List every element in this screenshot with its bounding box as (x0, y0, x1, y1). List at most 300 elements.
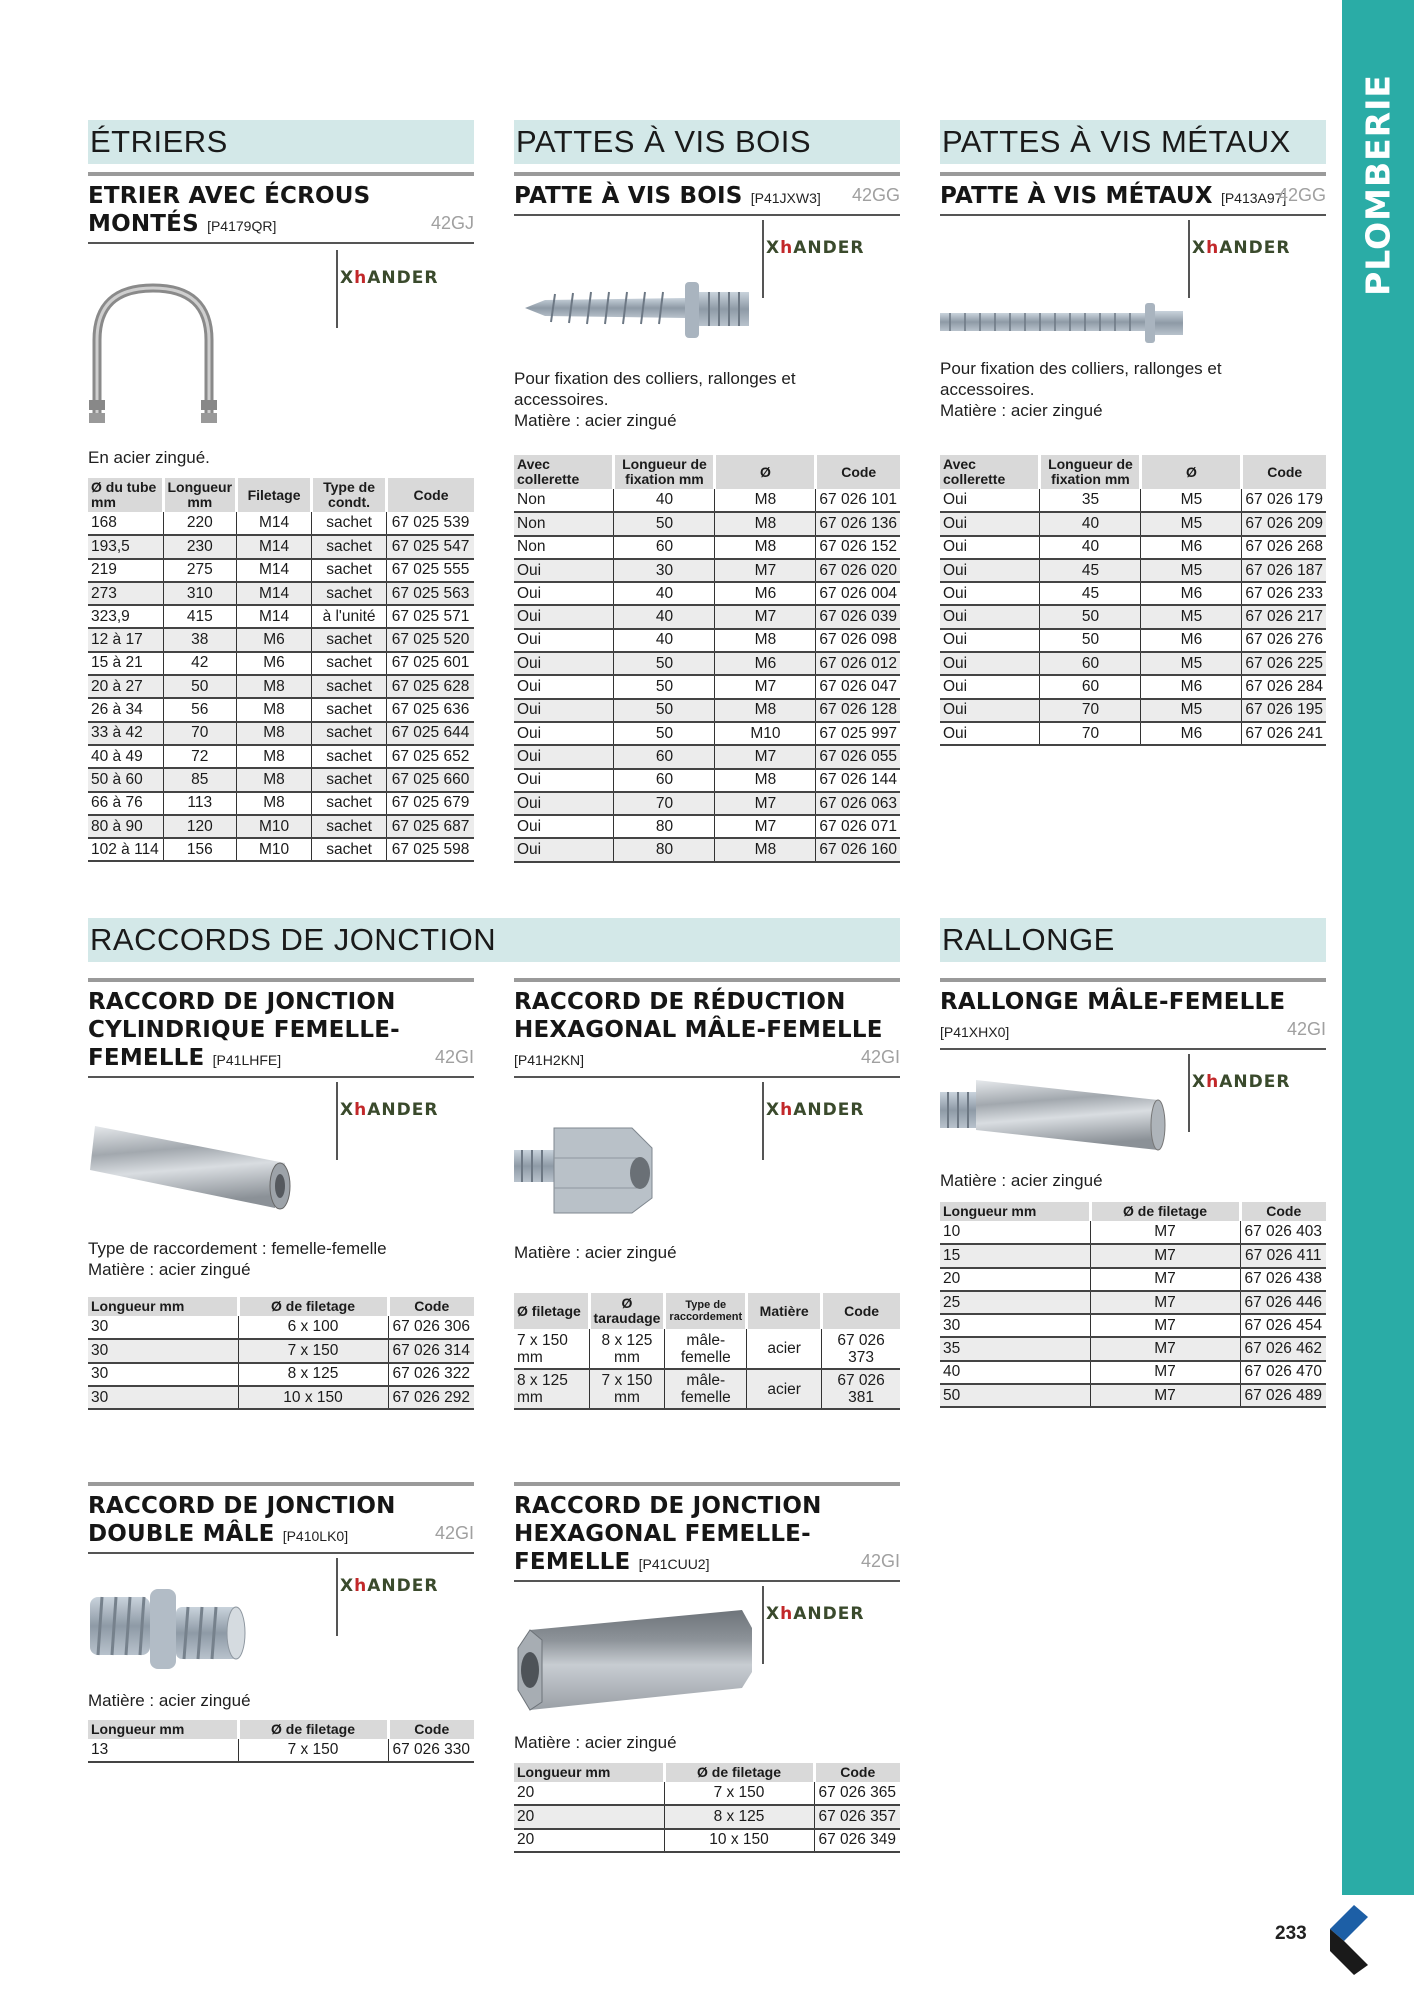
table-row (514, 815, 900, 838)
table-cell: Oui (940, 652, 1040, 675)
section-pattes-metaux (940, 120, 1326, 164)
divider (88, 1552, 474, 1554)
table-cell: M5 (1141, 489, 1242, 512)
table-cell: 20 à 27 (88, 675, 163, 698)
table-cell: sachet (312, 698, 387, 721)
table-cell: 156 (163, 838, 237, 861)
table-cell: Oui (940, 605, 1040, 628)
column-header: Avec collerette (940, 455, 1040, 489)
table-row (514, 489, 900, 512)
product-ref: [P41H2KN] (514, 1052, 585, 1068)
table-cell: 67 026 020 (816, 559, 900, 582)
table-cell: Oui (940, 559, 1040, 582)
table-cell: M7 (715, 792, 816, 815)
table-cell: M7 (1090, 1244, 1240, 1267)
product-title: PATTE À VIS BOIS [P41JXW3] (514, 183, 821, 209)
table-cell: 26 à 34 (88, 698, 163, 721)
column-header: Code (1242, 455, 1326, 489)
table-cell: sachet (312, 745, 387, 768)
table-row (88, 1363, 474, 1386)
table-cell: 102 à 114 (88, 838, 163, 861)
table-cell: 45 (1040, 559, 1141, 582)
column-header: Longueur mm (163, 478, 237, 512)
column-header: Ø (1141, 455, 1242, 489)
table-cell: 67 026 322 (388, 1363, 474, 1386)
table-cell: 113 (163, 792, 237, 815)
table-cell: 67 026 098 (816, 629, 900, 652)
table-cell: 80 (614, 815, 715, 838)
table-cell: 8 x 125 mm (514, 1369, 589, 1409)
product-raccord-hexagonal (514, 1482, 900, 1624)
divider (514, 1076, 900, 1078)
product-title: RALLONGE MÂLE-FEMELLE (940, 989, 1286, 1015)
table-cell: 66 à 76 (88, 792, 163, 815)
product-material: Matière : acier zingué (940, 1171, 1103, 1190)
column-header: Ø taraudage (589, 1293, 665, 1329)
table-cell: M7 (1090, 1268, 1240, 1291)
table-cell: 6 x 100 (238, 1316, 388, 1339)
table-cell: 10 x 150 (238, 1386, 388, 1409)
table-row (940, 1337, 1326, 1360)
column-header: Type de condt. (312, 478, 387, 512)
table-row (514, 512, 900, 535)
section-title: RACCORDS DE JONCTION (88, 918, 900, 962)
product-raccord-reduction (514, 978, 900, 1120)
table-cell: sachet (312, 815, 387, 838)
table-row (88, 1739, 474, 1762)
table-row (940, 1291, 1326, 1314)
table-cell: 20 (514, 1782, 664, 1805)
table-row (88, 628, 474, 651)
table-cell: M7 (1090, 1337, 1240, 1360)
table-cell: 25 (940, 1291, 1090, 1314)
table-cell: Oui (514, 745, 614, 768)
divider (940, 214, 1326, 216)
table-cell: 67 025 555 (387, 559, 474, 582)
product-ref: [P41JXW3] (750, 190, 821, 206)
table-cell: 50 (1040, 629, 1141, 652)
table-cell: 33 à 42 (88, 722, 163, 745)
table-cell: 67 025 628 (387, 675, 474, 698)
column-header: Ø de filetage (238, 1720, 388, 1739)
table-cell: 70 (1040, 699, 1141, 722)
column-header: Longueur mm (940, 1202, 1090, 1221)
table-cell: 67 026 470 (1240, 1361, 1326, 1384)
table-cell: 20 (514, 1805, 664, 1828)
table-cell: 67 026 276 (1242, 629, 1326, 652)
table-cell: acier (747, 1329, 822, 1369)
table-row (940, 675, 1326, 698)
table-cell: M6 (237, 628, 312, 651)
table-cell: M7 (715, 559, 816, 582)
table-cell: 7 x 150 (664, 1782, 814, 1805)
table-cell: M7 (715, 745, 816, 768)
table-row (514, 652, 900, 675)
table-cell: Oui (514, 559, 614, 582)
product-raccord-double-male (88, 1482, 474, 1596)
section-title: RALLONGE (940, 918, 1326, 962)
column-header: Code (388, 1297, 474, 1316)
table-cell: 67 026 195 (1242, 699, 1326, 722)
table-cell: sachet (312, 722, 387, 745)
product-material: Matière : acier zingué (514, 1733, 677, 1752)
table-row (514, 605, 900, 628)
table-row (88, 1386, 474, 1409)
table-cell: 40 à 49 (88, 745, 163, 768)
table-row (88, 605, 474, 628)
table-cell: 60 (1040, 652, 1141, 675)
table-cell: 50 (614, 675, 715, 698)
table-cell: 67 025 563 (387, 582, 474, 605)
table-cell: M8 (715, 699, 816, 722)
table-cell: M14 (237, 559, 312, 582)
table-cell: 30 (88, 1316, 238, 1339)
product-code: 42GJ (430, 213, 474, 233)
table-cell: M7 (1090, 1314, 1240, 1337)
section-title: ÉTRIERS (88, 120, 474, 164)
table-row (514, 792, 900, 815)
table-cell: M6 (715, 582, 816, 605)
table-cell: 67 026 357 (814, 1805, 900, 1828)
table-cell: 7 x 150 mm (589, 1369, 665, 1409)
table-cell: Oui (514, 722, 614, 745)
table-row (940, 722, 1326, 745)
table-row (88, 1316, 474, 1339)
table-cell: Non (514, 536, 614, 559)
table-cell: 67 026 063 (816, 792, 900, 815)
column-header: Longueur mm (88, 1720, 238, 1739)
table-row (88, 512, 474, 535)
table-row (940, 1384, 1326, 1407)
brand-logo: XhANDER (336, 1082, 438, 1160)
product-patte-metaux (940, 172, 1326, 258)
table-row (514, 1329, 900, 1369)
patte-metaux-spec-table (940, 455, 1326, 746)
table-cell: Oui (514, 652, 614, 675)
table-row (88, 675, 474, 698)
table-cell: Oui (514, 605, 614, 628)
table-row (514, 1782, 900, 1805)
table-cell: M8 (237, 792, 312, 815)
table-row (940, 1221, 1326, 1244)
table-cell: 67 026 284 (1242, 675, 1326, 698)
table-cell: sachet (312, 838, 387, 861)
table-row (88, 838, 474, 861)
table-cell: 67 026 055 (816, 745, 900, 768)
divider (514, 214, 900, 216)
table-cell: sachet (312, 559, 387, 582)
table-cell: 67 026 004 (816, 582, 900, 605)
table-cell: 40 (614, 629, 715, 652)
table-cell: 50 (163, 675, 237, 698)
column-header: Ø de filetage (238, 1297, 388, 1316)
column-header: Filetage (237, 478, 312, 512)
rallonge-spec-table (940, 1202, 1326, 1408)
table-cell: 67 026 160 (816, 838, 900, 861)
table-cell: Oui (514, 769, 614, 792)
table-cell: Oui (940, 675, 1040, 698)
product-patte-bois (514, 172, 900, 258)
table-cell: 30 (940, 1314, 1090, 1337)
product-rallonge (940, 978, 1326, 1092)
table-cell: 67 026 152 (816, 536, 900, 559)
table-cell: sachet (312, 652, 387, 675)
table-row (940, 629, 1326, 652)
table-cell: M14 (237, 605, 312, 628)
table-cell: 67 026 217 (1242, 605, 1326, 628)
table-cell: 8 x 125 (238, 1363, 388, 1386)
product-ref: [P41CUU2] (638, 1556, 710, 1572)
table-cell: 67 025 652 (387, 745, 474, 768)
table-cell: 67 026 292 (388, 1386, 474, 1409)
table-cell: 60 (1040, 675, 1141, 698)
table-cell: 30 (88, 1386, 238, 1409)
column-header: Code (816, 455, 900, 489)
table-cell: 40 (1040, 512, 1141, 535)
table-cell: 67 026 438 (1240, 1268, 1326, 1291)
brand-logo: XhANDER (336, 250, 438, 328)
table-cell: sachet (312, 628, 387, 651)
divider (88, 1076, 474, 1078)
product-material: Matière : acier zingué (514, 1243, 677, 1262)
product-code: 42GI (434, 1047, 474, 1067)
table-cell: 15 à 21 (88, 652, 163, 675)
table-cell: 67 025 636 (387, 698, 474, 721)
product-material: Matière : acier zingué (88, 1691, 251, 1710)
table-cell: 7 x 150 (238, 1739, 388, 1762)
table-cell: 50 (940, 1384, 1090, 1407)
table-row (514, 722, 900, 745)
table-cell: M10 (715, 722, 816, 745)
table-cell: M8 (715, 512, 816, 535)
table-cell: 7 x 150 mm (514, 1329, 589, 1369)
product-title: RACCORD DE JONCTION DOUBLE MÂLE [P410LK0] (88, 1493, 396, 1547)
table-cell: 40 (614, 605, 715, 628)
table-cell: Oui (940, 512, 1040, 535)
table-cell: 42 (163, 652, 237, 675)
column-header: Ø du tube mm (88, 478, 163, 512)
table-row (514, 769, 900, 792)
table-cell: 67 025 520 (387, 628, 474, 651)
column-header: Longueur mm (88, 1297, 238, 1316)
table-cell: 35 (1040, 489, 1141, 512)
section-title: PATTES À VIS BOIS (514, 120, 900, 164)
product-title: PATTE À VIS MÉTAUX [P413A97] (940, 183, 1287, 209)
table-cell: M8 (715, 489, 816, 512)
table-cell: 67 026 209 (1242, 512, 1326, 535)
column-header: Ø (715, 455, 816, 489)
table-cell: 67 026 365 (814, 1782, 900, 1805)
table-cell: 193,5 (88, 535, 163, 558)
table-cell: M5 (1141, 699, 1242, 722)
double-male-spec-table (88, 1720, 474, 1763)
table-cell: M5 (1141, 559, 1242, 582)
column-header: Code (387, 478, 474, 512)
table-cell: 67 026 128 (816, 699, 900, 722)
table-cell: 72 (163, 745, 237, 768)
table-cell: M8 (715, 536, 816, 559)
table-cell: 168 (88, 512, 163, 535)
table-row (88, 698, 474, 721)
table-row (514, 1369, 900, 1409)
table-cell: 67 026 071 (816, 815, 900, 838)
table-cell: 8 x 125 (664, 1805, 814, 1828)
table-row (514, 536, 900, 559)
table-cell: Oui (940, 629, 1040, 652)
column-header: Longueur de fixation mm (614, 455, 715, 489)
table-row (940, 536, 1326, 559)
table-cell: M6 (1141, 536, 1242, 559)
u-bolt-image (85, 280, 235, 440)
divider (88, 242, 474, 244)
table-row (514, 745, 900, 768)
column-header: Avec collerette (514, 455, 614, 489)
table-cell: 13 (88, 1739, 238, 1762)
table-row (514, 582, 900, 605)
column-header: Type de raccordement (665, 1293, 747, 1329)
table-cell: 67 026 454 (1240, 1314, 1326, 1337)
table-cell: sachet (312, 512, 387, 535)
table-row (940, 1314, 1326, 1337)
table-cell: M8 (237, 675, 312, 698)
column-header: Code (1240, 1202, 1326, 1221)
brand-logo: XhANDER (762, 1586, 864, 1664)
table-cell: 67 026 187 (1242, 559, 1326, 582)
product-ref: [P41XHX0] (940, 1024, 1010, 1040)
table-cell: 67 026 047 (816, 675, 900, 698)
table-cell: sachet (312, 582, 387, 605)
column-header: Code (388, 1720, 474, 1739)
section-etriers (88, 120, 474, 164)
table-cell: 67 025 997 (816, 722, 900, 745)
brand-logo: XhANDER (1188, 220, 1290, 298)
table-cell: M14 (237, 535, 312, 558)
section-raccords (88, 918, 900, 962)
table-row (88, 722, 474, 745)
product-description: Type de raccordement : femelle-femelle Matière : acier zingué (88, 1239, 387, 1279)
table-cell: Oui (514, 629, 614, 652)
table-cell: Oui (940, 582, 1040, 605)
table-cell: M8 (237, 722, 312, 745)
product-etrier (88, 172, 474, 288)
table-cell: 67 026 179 (1242, 489, 1326, 512)
page-number: 233 (1275, 1923, 1307, 1944)
table-row (88, 1339, 474, 1362)
category-label: PLOMBERIE (1358, 74, 1398, 296)
table-cell: M7 (1090, 1221, 1240, 1244)
divider (940, 1048, 1326, 1050)
column-header: Code (822, 1293, 900, 1329)
table-row (514, 1805, 900, 1828)
column-header: Matière (747, 1293, 822, 1329)
product-description: Pour fixation des colliers, rallonges et accessoires. Matière : acier zingué (514, 369, 796, 430)
table-cell: M6 (1141, 582, 1242, 605)
table-cell: Oui (940, 722, 1040, 745)
product-code: 42GI (1286, 1019, 1326, 1039)
table-cell: 310 (163, 582, 237, 605)
extension-image (938, 1078, 1168, 1158)
table-cell: 15 (940, 1244, 1090, 1267)
table-cell: 67 026 381 (822, 1369, 900, 1409)
table-cell: Oui (514, 838, 614, 861)
table-cell: 20 (514, 1829, 664, 1852)
table-cell: M6 (1141, 722, 1242, 745)
hexagonal-spec-table (514, 1763, 900, 1853)
double-male-image (88, 1585, 248, 1675)
table-row (88, 745, 474, 768)
table-cell: M7 (715, 675, 816, 698)
table-cell: 10 (940, 1221, 1090, 1244)
product-title: RACCORD DE JONCTION HEXAGONAL FEMELLE-FEMELLE [P41CUU2] (514, 1493, 822, 1575)
table-cell: Oui (514, 675, 614, 698)
section-title: PATTES À VIS MÉTAUX (940, 120, 1326, 164)
table-cell: 38 (163, 628, 237, 651)
table-cell: 67 026 373 (822, 1329, 900, 1369)
product-description: Pour fixation des colliers, rallonges et accessoires. Matière : acier zingué (940, 359, 1222, 420)
table-cell: M5 (1141, 652, 1242, 675)
table-row (514, 1829, 900, 1852)
table-cell: 40 (614, 489, 715, 512)
table-cell: 67 026 411 (1240, 1244, 1326, 1267)
table-cell: 70 (1040, 722, 1141, 745)
table-cell: M14 (237, 512, 312, 535)
table-cell: Oui (514, 582, 614, 605)
table-cell: 40 (1040, 536, 1141, 559)
table-cell: 60 (614, 745, 715, 768)
hex-coupling-image (512, 1610, 762, 1720)
table-cell: 67 026 241 (1242, 722, 1326, 745)
divider (514, 1580, 900, 1582)
column-header: Ø de filetage (664, 1763, 814, 1782)
table-cell: M8 (237, 745, 312, 768)
table-cell: 12 à 17 (88, 628, 163, 651)
table-cell: 67 026 144 (816, 769, 900, 792)
table-cell: sachet (312, 535, 387, 558)
product-code: 42GI (860, 1047, 900, 1067)
table-row (940, 605, 1326, 628)
table-row (88, 768, 474, 791)
table-cell: 67 026 349 (814, 1829, 900, 1852)
table-cell: 67 026 446 (1240, 1291, 1326, 1314)
table-cell: M6 (1141, 629, 1242, 652)
table-row (940, 489, 1326, 512)
table-cell: 67 026 101 (816, 489, 900, 512)
table-cell: Oui (514, 815, 614, 838)
table-cell: 40 (940, 1361, 1090, 1384)
table-cell: à l'unité (312, 605, 387, 628)
table-row (88, 559, 474, 582)
table-cell: M7 (1090, 1361, 1240, 1384)
table-cell: 56 (163, 698, 237, 721)
table-cell: 67 026 330 (388, 1739, 474, 1762)
table-cell: Oui (514, 792, 614, 815)
table-cell: 50 (614, 722, 715, 745)
product-code: 42GG (1277, 185, 1326, 205)
table-row (940, 1268, 1326, 1291)
table-cell: sachet (312, 675, 387, 698)
table-row (940, 582, 1326, 605)
product-code: 42GI (860, 1551, 900, 1571)
table-cell: M10 (237, 838, 312, 861)
product-code: 42GG (851, 185, 900, 205)
table-cell: 60 (614, 769, 715, 792)
etrier-spec-table (88, 478, 474, 862)
brand-logo: XhANDER (1188, 1054, 1290, 1132)
table-cell: 67 026 489 (1240, 1384, 1326, 1407)
chevron-corner-icon (1330, 1905, 1370, 1975)
section-rallonge (940, 918, 1326, 962)
table-cell: 70 (614, 792, 715, 815)
